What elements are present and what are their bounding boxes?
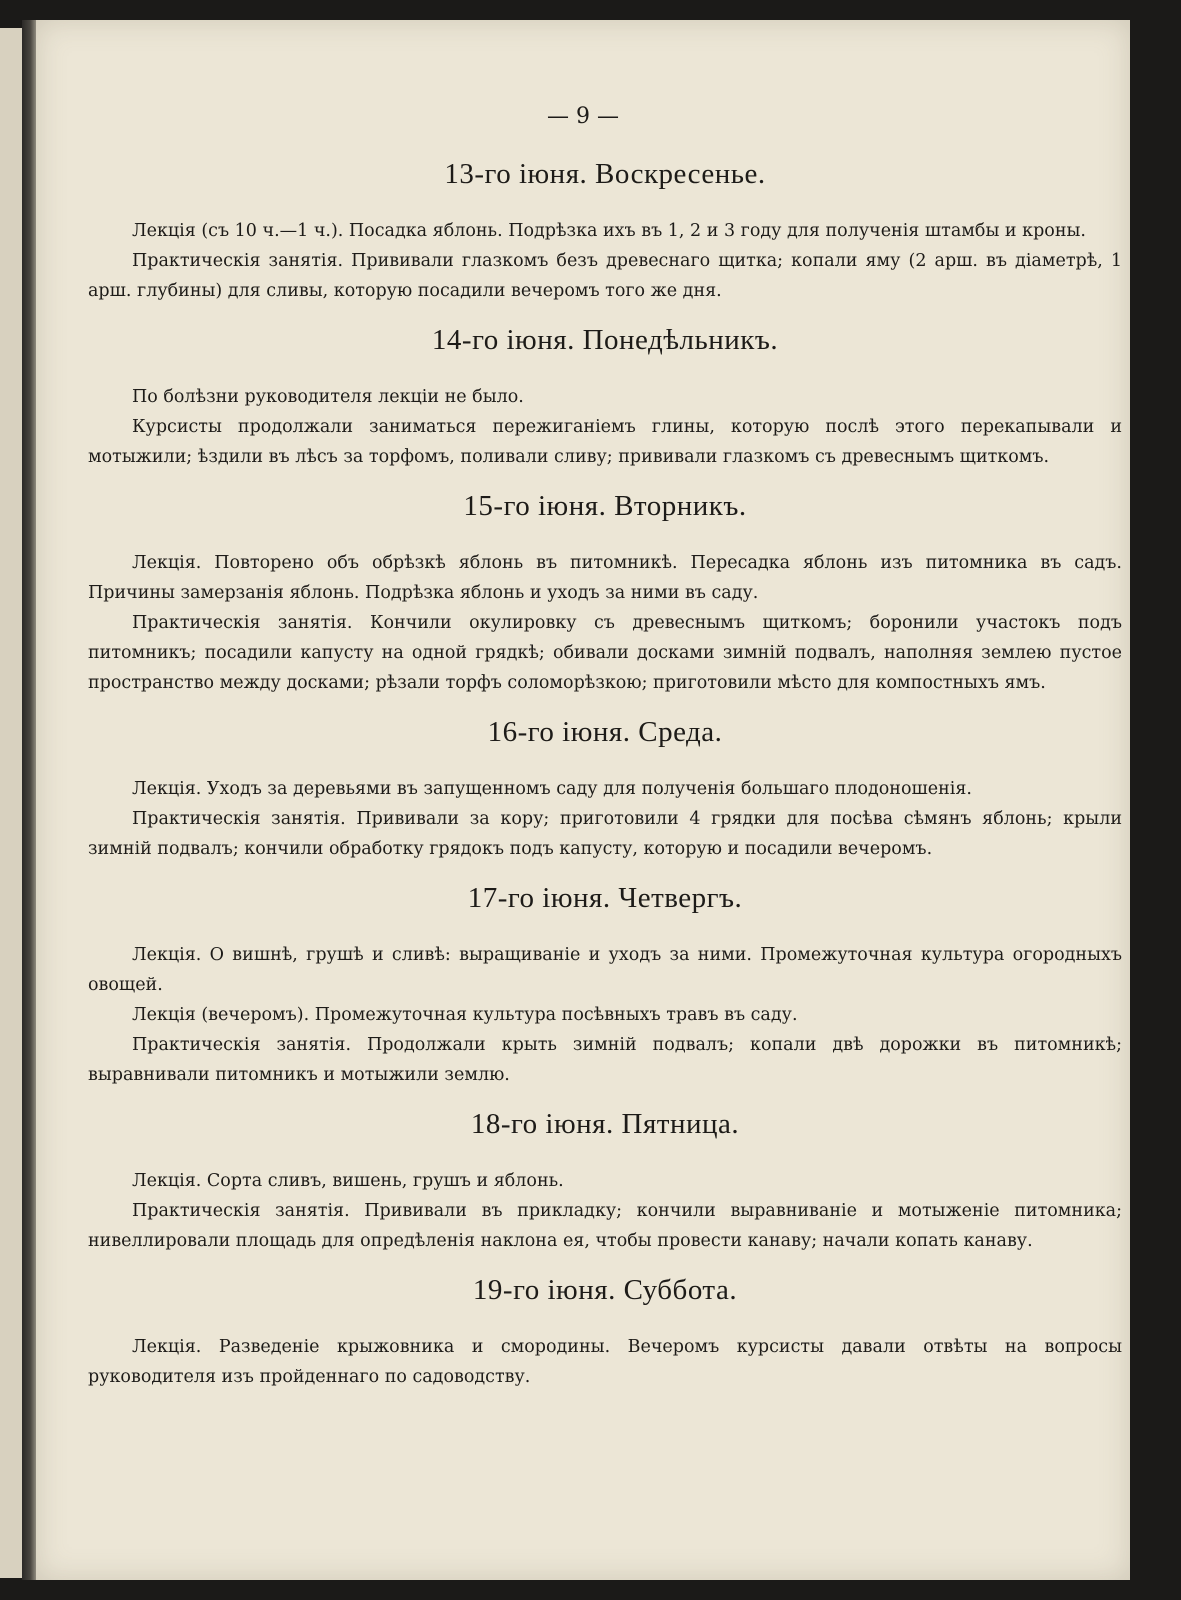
paragraph: Лекція. Сорта сливъ, вишень, грушъ и яблонь. — [132, 1171, 564, 1191]
day-section — [88, 878, 1122, 1090]
day-heading: 15-го іюня. Вторникъ. — [463, 490, 747, 522]
paragraph: Лекція (вечеромъ). Промежуточная культура посѣвныхъ травъ въ саду. — [132, 1005, 798, 1025]
paragraph: Курсисты продолжали заниматься пережиганіемъ глины, которую послѣ этого перекапывали и мотыжили; ѣздили въ лѣсъ за торфомъ, поливали сливу; прививали глазкомъ съ древеснымъ щиткомъ. — [88, 417, 1122, 467]
paragraph: Практическія занятія. Продолжали крыть зимній подвалъ; копали двѣ дорожки въ питомникѣ; выравнивали питомникъ и мотыжили землю. — [88, 1035, 1122, 1085]
adjacent-page-edge — [0, 28, 24, 1578]
paragraph: По болѣзни руководителя лекціи не было. — [132, 387, 524, 407]
day-heading: 17-го іюня. Четвергъ. — [467, 882, 743, 914]
book-gutter — [22, 20, 36, 1580]
day-heading: 19-го іюня. Суббота. — [472, 1274, 738, 1306]
paragraph: Практическія занятія. Прививали въ прикладку; кончили выравниваніе и мотыженіе питомника; нивеллировали площадь для опредѣленія наклона ея, чтобы провести канаву; начали копать канаву. — [88, 1201, 1122, 1251]
day-section — [88, 712, 1122, 864]
day-heading: 18-го іюня. Пятница. — [470, 1108, 740, 1140]
paragraph: Лекція. Повторено объ обрѣзкѣ яблонь въ питомникѣ. Пересадка яблонь изъ питомника въ садъ. Причины замерзанія яблонь. Подрѣзка яблонь и уходъ за ними въ саду. — [88, 553, 1122, 603]
page-number: — 9 — — [547, 104, 619, 129]
page-content — [88, 154, 1122, 1406]
paragraph: Лекція. Уходъ за деревьями въ запущенномъ саду для полученія большаго плодоношенія. — [132, 779, 972, 799]
paragraph: Практическія занятія. Прививали за кору; приготовили 4 грядки для посѣва сѣмянъ яблонь; крыли зимній подвалъ; кончили обработку грядокъ подъ капусту, которую и посадили вечеромъ. — [88, 809, 1122, 859]
paragraph: Практическія занятія. Кончили окулировку съ древеснымъ щиткомъ; боронили участокъ подъ питомникъ; посадили капусту на одной грядкѣ; обивали досками зимній подвалъ, наполняя землею пустое пространство между досками; рѣзали торфъ соломорѣзкою; приготовили мѣсто для компостныхъ ямъ. — [88, 613, 1122, 693]
day-section — [88, 1270, 1122, 1392]
day-section — [88, 1104, 1122, 1256]
paragraph: Практическія занятія. Прививали глазкомъ безъ древеснаго щитка; копали яму (2 арш. въ діаметрѣ, 1 арш. глубины) для сливы, которую посадили вечеромъ того же дня. — [88, 251, 1122, 301]
paragraph: Лекція. Разведеніе крыжовника и смородины. Вечеромъ курсисты давали отвѣты на вопросы руководителя изъ пройденнаго по садоводству. — [88, 1337, 1122, 1387]
day-section — [88, 154, 1122, 306]
day-heading: 13-го іюня. Воскресенье. — [444, 158, 766, 190]
day-section — [88, 486, 1122, 698]
day-section — [88, 320, 1122, 472]
document-page — [36, 20, 1130, 1580]
day-heading: 14-го іюня. Понедѣльникъ. — [431, 324, 779, 356]
paragraph: Лекція (съ 10 ч.—1 ч.). Посадка яблонь. Подрѣзка ихъ въ 1, 2 и 3 году для полученія штамбы и кроны. — [132, 221, 1086, 241]
paragraph: Лекція. О вишнѣ, грушѣ и сливѣ: выращиваніе и уходъ за ними. Промежуточная культура огородныхъ овощей. — [88, 945, 1122, 995]
day-heading: 16-го іюня. Среда. — [487, 716, 723, 748]
